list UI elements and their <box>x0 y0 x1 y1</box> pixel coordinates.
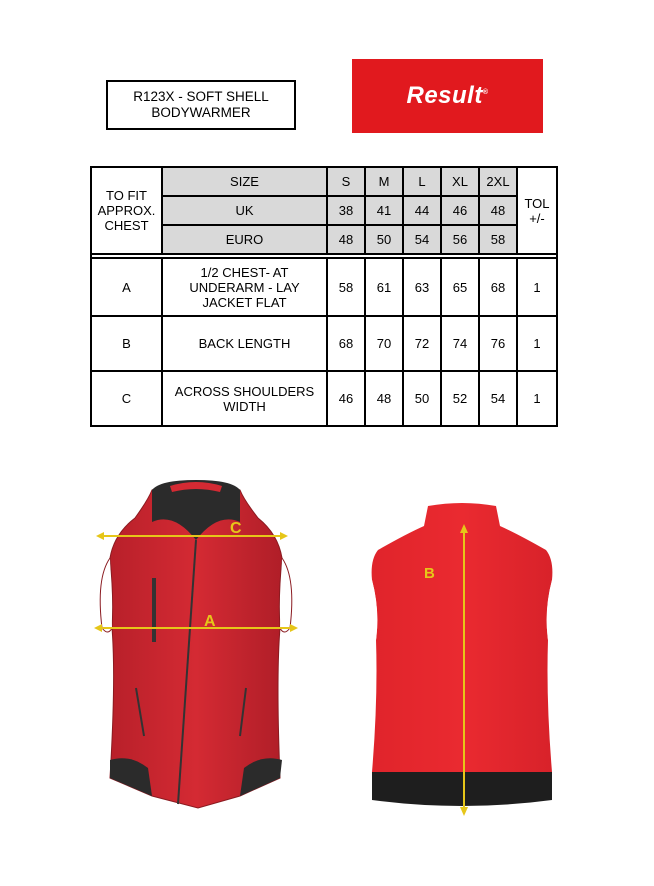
size-2xl: 2XL <box>479 167 517 196</box>
measurement-tolerance: 1 <box>517 371 557 426</box>
measurement-code: A <box>91 258 162 316</box>
measurement-name: 1/2 CHEST- AT UNDERARM - LAY JACKET FLAT <box>162 258 327 316</box>
uk-value: 38 <box>327 196 365 225</box>
measurement-value: 46 <box>327 371 365 426</box>
measurement-name: BACK LENGTH <box>162 316 327 371</box>
uk-value: 44 <box>403 196 441 225</box>
measurement-value: 76 <box>479 316 517 371</box>
brand-logo <box>352 59 543 133</box>
measurement-value: 74 <box>441 316 479 371</box>
measurement-code: B <box>91 316 162 371</box>
measurement-row-b <box>91 316 557 371</box>
measure-label-b: B <box>424 565 435 582</box>
front-vest-image <box>90 478 302 818</box>
brand-logo-text: Result® <box>406 82 489 109</box>
product-title-box <box>106 80 296 130</box>
size-row-label: SIZE <box>162 167 327 196</box>
measurement-value: 70 <box>365 316 403 371</box>
measurement-value: 54 <box>479 371 517 426</box>
size-header-row <box>91 167 557 196</box>
measurement-value: 58 <box>327 258 365 316</box>
measurement-tolerance: 1 <box>517 258 557 316</box>
front-left-armhole <box>100 558 112 632</box>
measurement-value: 61 <box>365 258 403 316</box>
measurement-value: 68 <box>479 258 517 316</box>
uk-value: 46 <box>441 196 479 225</box>
product-title-line1: R123X - SOFT SHELL <box>133 89 269 104</box>
tolerance-label: TOL +/- <box>517 167 557 254</box>
measurement-value: 65 <box>441 258 479 316</box>
measurement-code: C <box>91 371 162 426</box>
product-title-line2: BODYWARMER <box>151 105 251 120</box>
size-s: S <box>327 167 365 196</box>
measurement-name: ACROSS SHOULDERS WIDTH <box>162 371 327 426</box>
back-vest-hem <box>372 772 552 806</box>
euro-value: 56 <box>441 225 479 254</box>
uk-row-label: UK <box>162 196 327 225</box>
back-vest-body <box>372 503 553 772</box>
euro-value: 48 <box>327 225 365 254</box>
chest-pocket-zip <box>152 578 156 642</box>
measure-label-c: C <box>230 520 242 537</box>
uk-value: 48 <box>479 196 517 225</box>
measurement-value: 68 <box>327 316 365 371</box>
measurement-value: 48 <box>365 371 403 426</box>
front-right-armhole <box>280 558 292 632</box>
fit-label: TO FIT APPROX. CHEST <box>91 167 162 254</box>
measurement-value: 63 <box>403 258 441 316</box>
measure-label-a: A <box>204 613 216 630</box>
euro-value: 54 <box>403 225 441 254</box>
size-xl: XL <box>441 167 479 196</box>
size-l: L <box>403 167 441 196</box>
euro-value: 50 <box>365 225 403 254</box>
measurement-row-a <box>91 258 557 316</box>
measurement-value: 52 <box>441 371 479 426</box>
measurement-tolerance: 1 <box>517 316 557 371</box>
uk-value: 41 <box>365 196 403 225</box>
size-table <box>90 166 558 427</box>
measurement-value: 50 <box>403 371 441 426</box>
euro-value: 58 <box>479 225 517 254</box>
back-vest-image <box>368 500 556 818</box>
measurement-row-c <box>91 371 557 426</box>
euro-row-label: EURO <box>162 225 327 254</box>
size-m: M <box>365 167 403 196</box>
measurement-value: 72 <box>403 316 441 371</box>
